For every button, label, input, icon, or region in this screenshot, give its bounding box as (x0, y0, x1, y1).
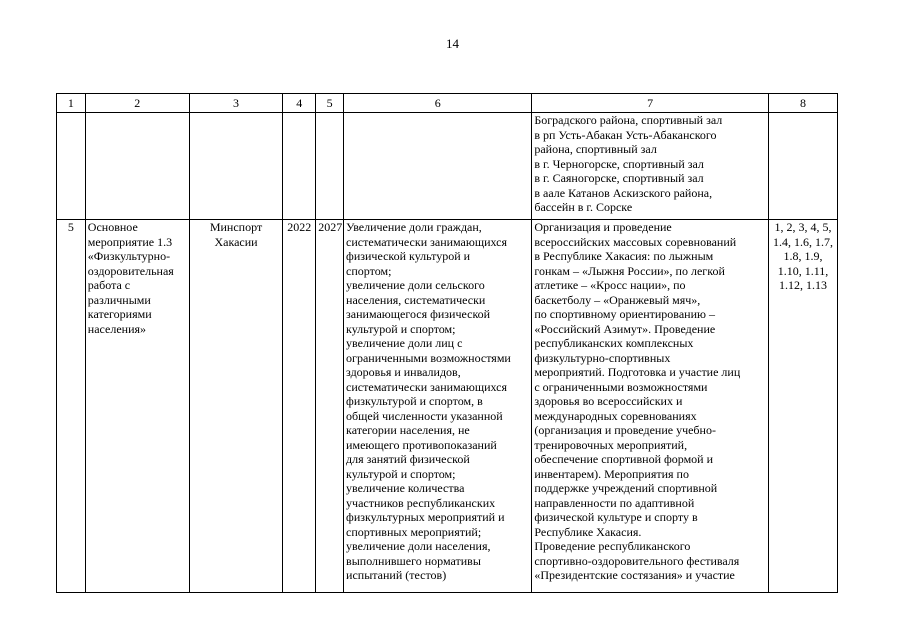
text-line: оздоровительная (87, 263, 174, 278)
text-line: в аале Катанов Аскизского района, (534, 185, 713, 200)
text-line: ограниченными возможностями (346, 350, 511, 365)
text-line: увеличение доли сельского (346, 278, 485, 292)
text-line: физкультурой и спортом, в (346, 394, 483, 408)
text-line: спортом; (346, 263, 392, 278)
text-line: в г. Черногорске, спортивный зал (534, 156, 704, 171)
text-line: мероприятие 1.3 (87, 234, 173, 249)
text-line: увеличение доли населения, (346, 539, 491, 553)
text-line: 1.8, 1.9, (783, 249, 823, 263)
text-line: категории населения, не (346, 423, 470, 437)
text-line: культурой и спортом; (346, 321, 456, 336)
text-line: культурой и спортом; (346, 466, 456, 481)
text-line: для занятий физической (346, 452, 470, 466)
text-line: физической культурой и (346, 249, 471, 263)
text-line: населения, систематически (346, 292, 486, 307)
text-line: поддержке учреждений спортивной (534, 481, 718, 495)
text-line: «Российский Азимут». Проведение (534, 321, 716, 336)
text-line: здоровья во всероссийских и (534, 394, 683, 408)
text-line: физкультурно-спортивных (534, 350, 671, 365)
text-line: участников республиканских (346, 495, 496, 510)
text-line: населения» (87, 321, 147, 336)
text-line: спортивных мероприятий; (346, 524, 482, 539)
text-line: имеющего противопоказаний (346, 437, 497, 452)
text-line: тренировочных мероприятий, (534, 437, 688, 452)
text-line: обеспечение спортивной формой и (534, 452, 714, 466)
text-line: бассейн в г. Сорске (534, 200, 633, 214)
continuation-row (57, 113, 838, 220)
text-line: «Президентские состязания» и участие (534, 568, 735, 582)
text-line: республиканских комплексных (534, 336, 694, 350)
text-line: Минспорт (209, 220, 263, 234)
text-line: физической культуре и спорту в (534, 510, 698, 524)
text-line: спортивно-оздоровительного фестиваля (534, 553, 740, 568)
row-number: 5 (57, 220, 86, 593)
cell-venues (532, 113, 769, 220)
text-line: всероссийских массовых соревнований (534, 234, 737, 249)
cell-activities (532, 220, 769, 593)
text-line: Республике Хакасия. (534, 524, 642, 539)
cell-empty (57, 113, 86, 220)
cell-empty (283, 113, 316, 220)
text-line: баскетболу – «Оранжевый мяч», (534, 292, 701, 307)
text-line: 1.4, 1.6, 1.7, (773, 234, 833, 249)
text-line: систематически занимающихся (346, 234, 507, 249)
text-line: 1.12, 1.13 (779, 278, 827, 292)
text-line: инвентарем). Мероприятия по (534, 466, 689, 481)
text-line: выполнившего нормативы (346, 553, 481, 568)
text-line: Организация и проведение (534, 220, 672, 234)
cell-expected-result (344, 220, 532, 593)
header-col-1: 1 (57, 94, 86, 113)
page-number: 14 (446, 36, 459, 51)
text-line: по спортивному ориентированию – (534, 307, 715, 321)
text-line: Основное (87, 220, 138, 234)
header-col-6: 6 (344, 94, 532, 113)
text-line: в Республике Хакасия: по лыжным (534, 249, 714, 263)
text-line: систематически занимающихся (346, 379, 507, 394)
text-line: категориями (87, 307, 152, 321)
text-line: Проведение республиканского (534, 539, 691, 553)
text-line: физкультурных мероприятий и (346, 510, 505, 524)
text-line: занимающегося физической (346, 307, 491, 321)
text-line: 1, 2, 3, 4, 5, (774, 220, 832, 234)
text-line: района, спортивный зал (534, 142, 657, 156)
text-line: «Физкультурно- (87, 249, 171, 263)
header-col-5: 5 (316, 94, 344, 113)
text-line: 1.10, 1.11, (777, 263, 829, 278)
cell-empty (85, 113, 189, 220)
header-col-2: 2 (85, 94, 189, 113)
text-line: (организация и проведение учебно- (534, 423, 716, 437)
cell-empty (344, 113, 532, 220)
text-line: атлетике – «Кросс нации», по (534, 278, 686, 292)
text-line: работа с (87, 278, 131, 292)
text-line: различными (87, 292, 151, 307)
text-line: Хакасии (214, 234, 258, 249)
events-table (56, 93, 838, 593)
text-line: испытаний (тестов) (346, 568, 447, 582)
text-line: общей численности указанной (346, 408, 503, 423)
text-line: гонкам – «Лыжня России», по легкой (534, 263, 725, 278)
cell-indicators (769, 220, 838, 593)
cell-empty (189, 113, 283, 220)
text-line: направленности по адаптивной (534, 495, 695, 510)
text-line: с ограниченными возможностями (534, 379, 708, 394)
text-line: увеличение количества (346, 481, 465, 495)
text-line: мероприятий. Подготовка и участие лиц (534, 365, 741, 379)
table-row (57, 220, 838, 593)
text-line: в г. Саяногорске, спортивный зал (534, 171, 704, 185)
text-line: Боградского района, спортивный зал (534, 113, 723, 127)
cell-executor (189, 220, 283, 593)
header-row (57, 94, 838, 113)
cell-empty (316, 113, 344, 220)
cell-end-year: 2027 (316, 220, 344, 593)
text-line: международных соревнованиях (534, 408, 697, 423)
header-col-8: 8 (769, 94, 838, 113)
text-line: здоровья и инвалидов, (346, 365, 461, 379)
header-col-4: 4 (283, 94, 316, 113)
text-line: в рп Усть-Абакан Усть-Абаканского (534, 127, 717, 142)
cell-start-year: 2022 (283, 220, 316, 593)
header-col-3: 3 (189, 94, 283, 113)
text-line: увеличение доли лиц с (346, 336, 463, 350)
text-line: Увеличение доли граждан, (346, 220, 482, 234)
cell-empty (769, 113, 838, 220)
cell-event-name (85, 220, 189, 593)
header-col-7: 7 (532, 94, 769, 113)
